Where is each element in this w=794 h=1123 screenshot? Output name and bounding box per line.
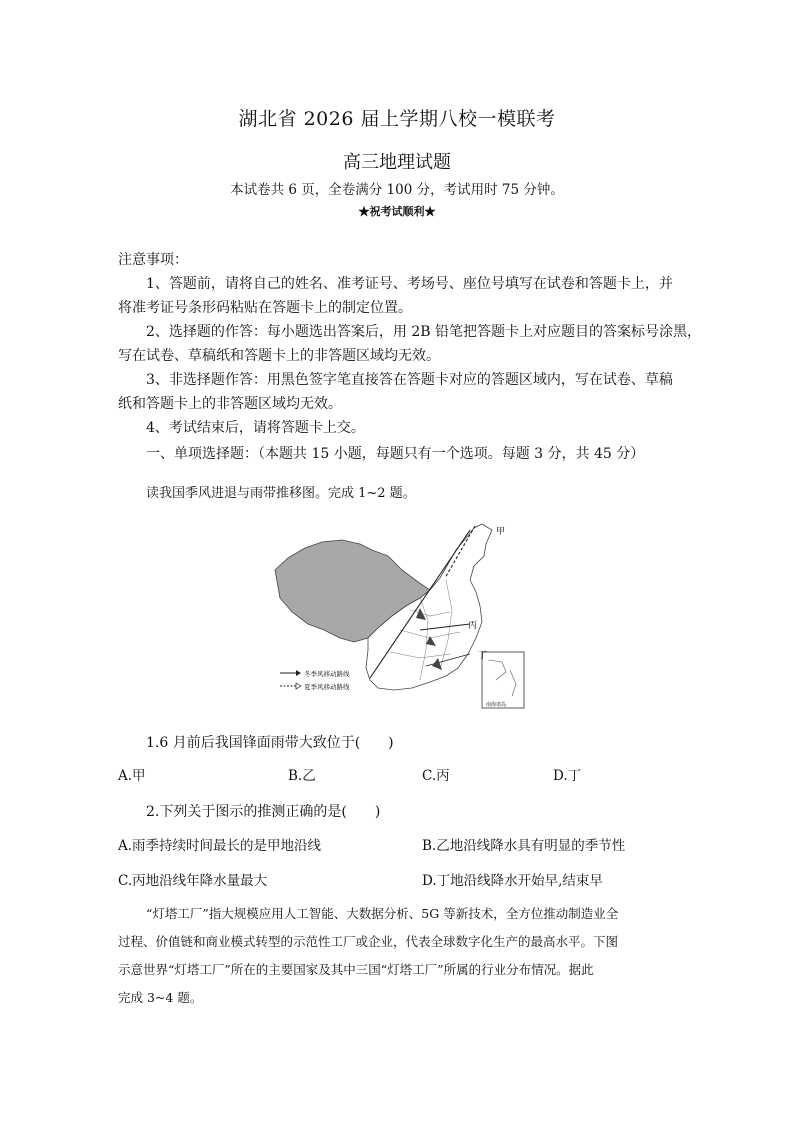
question-1-stem: 1.6 月前后我国锋面雨带大致位于( ): [146, 735, 394, 751]
intro-1-2: 读我国季风进退与雨带推移图。完成 1~2 题。: [146, 486, 416, 501]
q1-option-c[interactable]: C.丙: [422, 768, 450, 784]
exam-title: 湖北省 2026 届上学期八校一模联考: [238, 108, 556, 130]
note-1-line-1: 1、答题前，请将自己的姓名、准考证号、考场号、座位号填写在试卷和答题卡上，并: [146, 276, 673, 292]
intro-3-4-line-4: 完成 3~4 题。: [118, 990, 203, 1005]
south-sea-inset: [482, 652, 524, 708]
legend-summer-arrow-icon: [296, 683, 301, 689]
note-3-line-1: 3、非选择题作答：用黑色签字笔直接答在答题卡对应的答题区域内，写在试卷、草稿: [146, 372, 673, 388]
exam-subtitle: 高三地理试题: [343, 152, 451, 173]
question-2-stem: 2.下列关于图示的推测正确的是( ): [146, 804, 381, 820]
notes-heading: 注意事项：: [118, 252, 188, 268]
q2-option-d[interactable]: D.丁地沿线降水开始早,结束早: [422, 873, 603, 889]
q1-option-d[interactable]: D.丁: [553, 768, 582, 784]
q1-option-b[interactable]: B.乙: [288, 768, 316, 784]
note-3-line-2: 纸和答题卡上的非答题区域均无效。: [118, 396, 342, 412]
q1-option-a[interactable]: A.甲: [118, 768, 146, 784]
inset-label: 南海诸岛: [486, 702, 507, 708]
note-2-line-1: 2、选择题的作答：每小题选出答案后，用 2B 铅笔把答题卡上对应题目的答案标号涂黑，: [146, 324, 702, 340]
note-1-line-2: 将准考证号条形码粘贴在答题卡上的制定位置。: [118, 300, 412, 316]
label-ding: 丁: [478, 651, 488, 661]
note-2-line-2: 写在试卷、草稿纸和答题卡上的非答题区域均无效。: [118, 348, 440, 364]
monsoon-rainbelt-map: [270, 520, 528, 712]
exam-wish: ★祝考试顺利★: [358, 205, 436, 218]
q2-option-c[interactable]: C.丙地沿线年降水量最大: [118, 873, 268, 889]
exam-info: 本试卷共 6 页，全卷满分 100 分，考试用时 75 分钟。: [230, 182, 564, 198]
legend-winter-arrow-icon: [296, 670, 301, 676]
intro-3-4-line-3: 示意世界“灯塔工厂”所在的主要国家及其中三国“灯塔工厂”所属的行业分布情况。据此: [118, 962, 594, 977]
note-4-line-1: 4、考试结束后，请将答题卡上交。: [146, 420, 365, 436]
map-legend: [280, 669, 350, 691]
legend-winter-label: 冬季风移动路线: [304, 670, 350, 678]
label-jia: 甲: [496, 527, 506, 537]
q2-option-a[interactable]: A.雨季持续时间最长的是甲地沿线: [118, 838, 322, 854]
q2-option-b[interactable]: B.乙地沿线降水具有明显的季节性: [422, 838, 626, 854]
legend-summer-label: 夏季风移动路线: [304, 683, 350, 691]
section-heading: 一、单项选择题：（本题共 15 小题，每题只有一个选项。每题 3 分，共 45 分）: [146, 446, 645, 462]
intro-3-4-line-2: 过程、价值链和商业模式转型的示范性工厂或企业，代表全球数字化生产的最高水平。下图: [118, 934, 619, 949]
label-bing: 丙: [468, 621, 478, 631]
intro-3-4-line-1: “灯塔工厂”指大规模应用人工智能、大数据分析、5G 等新技术，全方位推动制造业全: [146, 906, 619, 921]
